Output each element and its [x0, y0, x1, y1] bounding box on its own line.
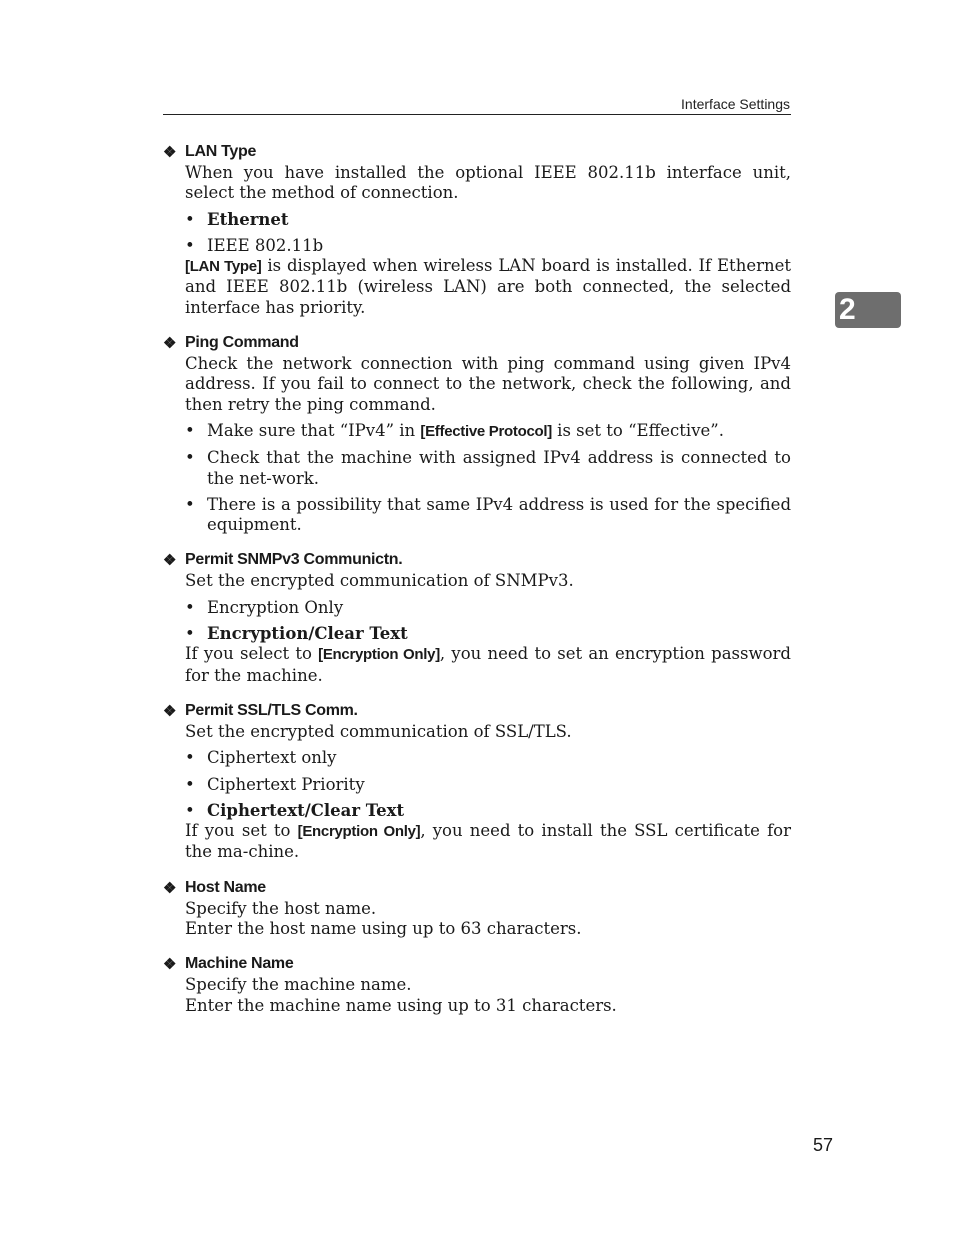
- section-ping-command: [163, 332, 791, 535]
- bullet-icon: •: [185, 800, 195, 820]
- list-item: • Encryption Only: [185, 597, 344, 617]
- diamond-cross-icon: ❖: [163, 956, 177, 974]
- section-note: If you select to [Encryption Only], you need to set an encryption password for the machine.: [185, 644, 791, 685]
- list-item: • Ciphertext Priority: [185, 774, 365, 794]
- section-note: If you set to [Encryption Only], you need to install the SSL certificate for the ma-chine.: [185, 821, 792, 862]
- diamond-cross-icon: ❖: [163, 702, 177, 720]
- bullet-icon: •: [185, 774, 195, 794]
- section-title: Ping Command: [185, 334, 299, 352]
- key-label: [LAN Type]: [185, 258, 262, 276]
- list-item: • Ciphertext/Clear Text: [185, 800, 405, 820]
- section-permit-ssl-tls: [163, 700, 791, 863]
- section-intro: Set the encrypted communication of SSL/TLS.: [185, 721, 572, 741]
- bullet-icon: •: [185, 420, 195, 440]
- chapter-tab: 2: [835, 292, 901, 328]
- diamond-cross-icon: ❖: [163, 879, 177, 897]
- key-label: [Encryption Only]: [318, 646, 440, 664]
- section-line: Enter the host name using up to 63 characters.: [185, 919, 582, 939]
- diamond-cross-icon: ❖: [163, 552, 177, 570]
- list-item: • There is a possibility that same IPv4 address is used for the specified equipment.: [185, 494, 791, 535]
- section-machine-name: [163, 953, 791, 1016]
- section-permit-snmpv3: [163, 549, 791, 685]
- section-title: LAN Type: [185, 143, 257, 160]
- section-host-name: [163, 877, 791, 940]
- list-item: • Make sure that “IPv4” in [Effective Protocol] is set to “Effective”.: [185, 421, 791, 442]
- section-title: Permit SNMPv3 Communictn.: [185, 551, 403, 569]
- bullet-icon: •: [185, 448, 195, 468]
- section-lan-type: [163, 141, 791, 318]
- list-item: • Encryption/Clear Text: [185, 624, 408, 644]
- list-item: • Check that the machine with assigned IPv4 address is connected to the net-work.: [185, 448, 791, 488]
- section-intro: Check the network connection with ping command using given IPv4 address. If you fail to connect to the network, check the following, and then retry the ping command.: [185, 354, 791, 414]
- key-label: [Encryption Only]: [297, 823, 421, 841]
- page-content: [163, 141, 791, 1030]
- section-line: Specify the host name.: [185, 898, 377, 918]
- page-number: 57: [813, 1135, 834, 1155]
- bullet-icon: •: [185, 209, 195, 229]
- bullet-icon: •: [185, 748, 195, 768]
- key-label: [Effective Protocol]: [420, 422, 552, 440]
- header-rule: [163, 114, 791, 115]
- section-note: [LAN Type] is displayed when wireless LAN board is installed. If Ethernet and IEEE 802.11b (wireless LAN) are both connected, the selected interface has priority.: [185, 256, 791, 317]
- bullet-icon: •: [185, 494, 195, 514]
- section-title: Host Name: [185, 878, 266, 896]
- list-item: • Ciphertext only: [185, 748, 337, 768]
- diamond-cross-icon: ❖: [163, 144, 177, 161]
- bullet-icon: •: [185, 597, 195, 617]
- diamond-cross-icon: ❖: [163, 335, 177, 353]
- bullet-icon: •: [185, 235, 195, 255]
- list-item: • Ethernet: [185, 209, 289, 229]
- section-line: Specify the machine name.: [185, 975, 412, 995]
- section-title: Permit SSL/TLS Comm.: [185, 701, 358, 719]
- section-intro: Set the encrypted communication of SNMPv3.: [185, 571, 574, 591]
- section-intro: When you have installed the optional IEEE 802.11b interface unit, select the method of connection.: [185, 163, 791, 203]
- running-header: Interface Settings: [681, 96, 790, 112]
- section-line: Enter the machine name using up to 31 characters.: [185, 995, 617, 1015]
- bullet-icon: •: [185, 624, 195, 644]
- section-title: Machine Name: [185, 955, 294, 973]
- list-item: • IEEE 802.11b: [185, 235, 324, 255]
